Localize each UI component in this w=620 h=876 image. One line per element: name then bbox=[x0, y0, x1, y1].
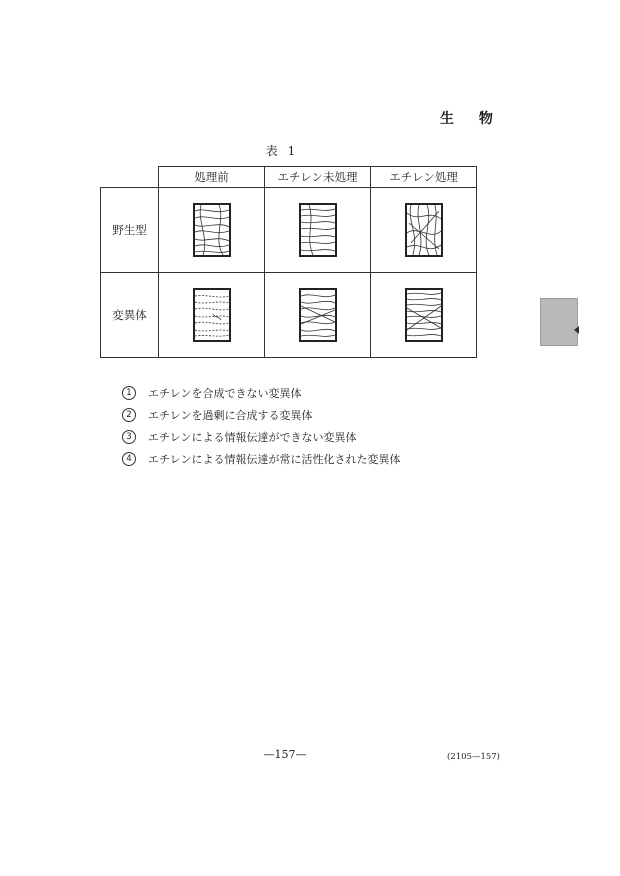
cell-mutant-untreated bbox=[265, 273, 371, 358]
cell-mutant-ethylene bbox=[371, 273, 477, 358]
side-index-tab bbox=[540, 298, 578, 346]
choice-text: エチレンを過剰に合成する変異体 bbox=[148, 409, 313, 422]
table-row-wild-type bbox=[101, 188, 477, 273]
table-corner bbox=[101, 167, 159, 188]
choice-text: エチレンを合成できない変異体 bbox=[148, 387, 302, 400]
choice-number: 2 bbox=[122, 408, 136, 422]
choice-number: 4 bbox=[122, 452, 136, 466]
row-label-mutant: 変異体 bbox=[101, 273, 159, 358]
cell-wild-ethylene bbox=[371, 188, 477, 273]
subject-heading: 生 物 bbox=[440, 111, 503, 127]
document-code: (2105—157) bbox=[447, 752, 500, 762]
fiber-diagram bbox=[405, 288, 443, 342]
answer-choices bbox=[122, 382, 401, 470]
table-header-row bbox=[101, 167, 477, 188]
table-row-mutant bbox=[101, 273, 477, 358]
table-title: 表 1 bbox=[265, 144, 299, 158]
cell-wild-before bbox=[159, 188, 265, 273]
column-header-before: 処理前 bbox=[159, 167, 265, 188]
fiber-diagram bbox=[299, 288, 337, 342]
column-header-ethylene: エチレン処理 bbox=[371, 167, 477, 188]
choice-item bbox=[122, 382, 401, 404]
choice-number: 1 bbox=[122, 386, 136, 400]
fiber-diagram bbox=[193, 288, 231, 342]
column-header-untreated: エチレン未処理 bbox=[265, 167, 371, 188]
fiber-diagram bbox=[405, 203, 443, 257]
row-label-wild-type: 野生型 bbox=[101, 188, 159, 273]
cell-mutant-before bbox=[159, 273, 265, 358]
choice-item bbox=[122, 448, 401, 470]
fiber-diagram bbox=[299, 203, 337, 257]
choice-number: 3 bbox=[122, 430, 136, 444]
side-tab-arrow-icon bbox=[574, 326, 579, 334]
results-table bbox=[100, 166, 477, 358]
choice-text: エチレンによる情報伝達ができない変異体 bbox=[148, 431, 357, 444]
fiber-diagram bbox=[193, 203, 231, 257]
choice-item bbox=[122, 426, 401, 448]
page-number: —157— bbox=[263, 748, 307, 761]
choice-text: エチレンによる情報伝達が常に活性化された変異体 bbox=[148, 453, 401, 466]
cell-wild-untreated bbox=[265, 188, 371, 273]
choice-item bbox=[122, 404, 401, 426]
